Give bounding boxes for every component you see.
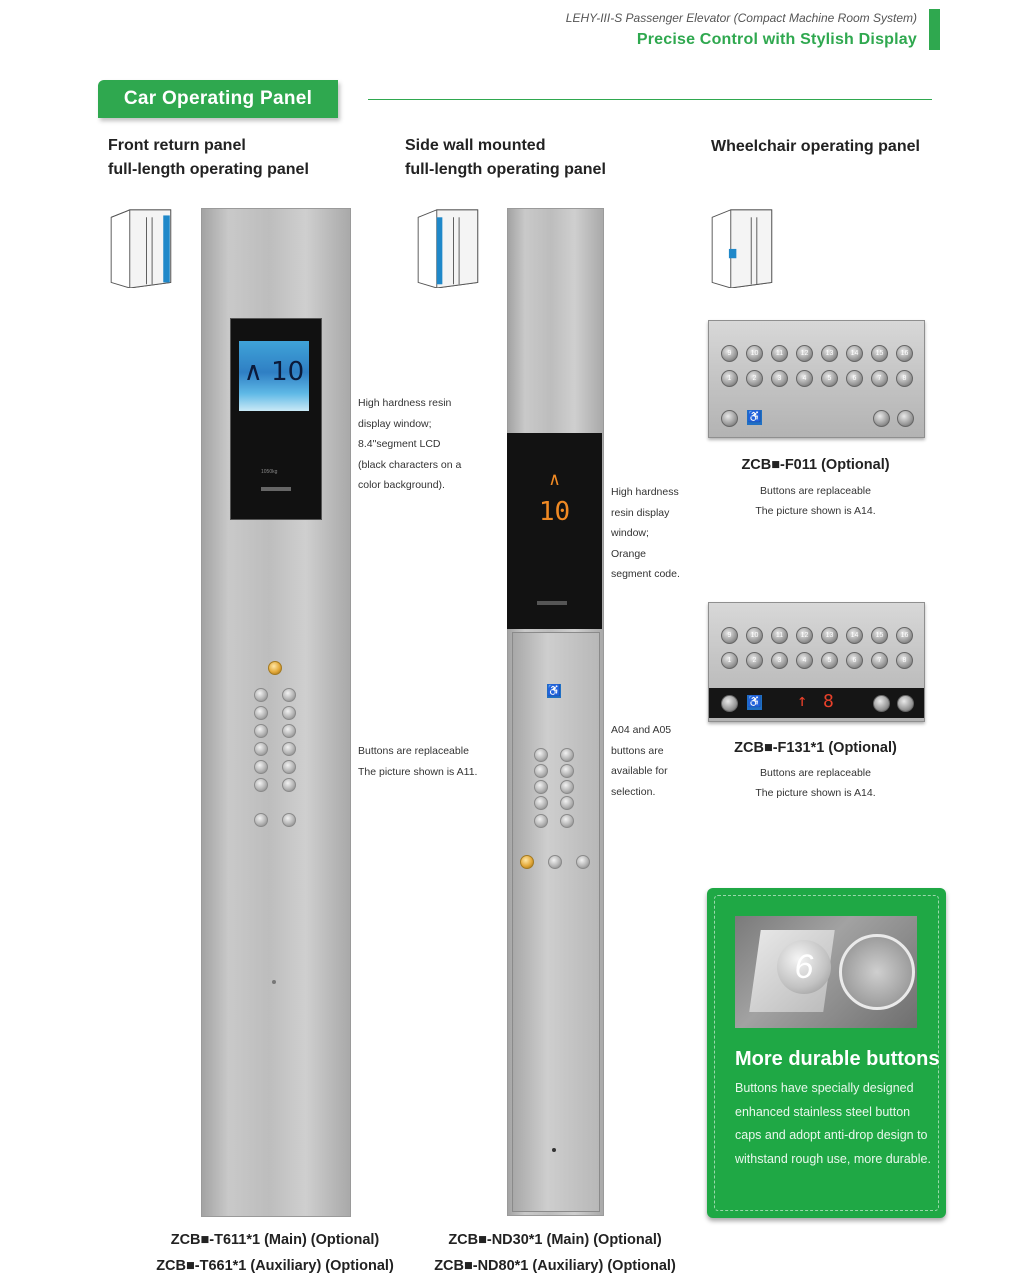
door-close-button[interactable] (897, 695, 914, 712)
floor-button[interactable]: 5 (821, 652, 838, 669)
wheelchair-title: Wheelchair operating panel (711, 138, 920, 155)
section-divider (368, 99, 932, 100)
floor-button[interactable]: 11 (771, 627, 788, 644)
floor-button[interactable] (560, 780, 574, 794)
floor-button[interactable]: 8 (896, 652, 913, 669)
floor-button[interactable] (254, 778, 268, 792)
side-buttons-note (611, 720, 671, 802)
front-alarm-button[interactable] (268, 661, 282, 675)
floor-button[interactable]: 2 (746, 370, 763, 387)
floor-button[interactable]: 6 (846, 652, 863, 669)
floor-button[interactable]: 16 (896, 627, 913, 644)
panel1-note (708, 481, 923, 521)
floor-button[interactable]: 4 (796, 370, 813, 387)
note-line: 8.4"segment LCD (358, 438, 441, 450)
floor-button[interactable] (254, 742, 268, 756)
floor-button[interactable]: 12 (796, 345, 813, 362)
floor-button[interactable]: 9 (721, 345, 738, 362)
side-display-arrow: ∧ (549, 469, 560, 490)
side-brand-mark (537, 601, 567, 605)
floor-button[interactable]: 6 (846, 370, 863, 387)
floor-button[interactable]: 16 (896, 345, 913, 362)
note-line: buttons are (611, 744, 664, 757)
floor-button[interactable]: 14 (846, 345, 863, 362)
side-alarm-button[interactable] (520, 855, 534, 869)
caption-line: ZCB■-T611*1 (Main) (Optional) (170, 1232, 380, 1248)
floor-button[interactable] (534, 748, 548, 762)
note-line: display window; (358, 417, 432, 430)
cabin-wheelchair-icon (708, 208, 774, 288)
floor-button[interactable] (282, 760, 296, 774)
floor-button[interactable]: 8 (896, 370, 913, 387)
front-rated-load: 1050kg (261, 469, 278, 475)
floor-button[interactable]: 13 (821, 345, 838, 362)
panel2-display-strip (709, 688, 924, 718)
door-close-button[interactable] (576, 855, 590, 869)
button-photo (735, 916, 917, 1028)
front-keyhole (272, 980, 276, 984)
floor-button[interactable]: 3 (771, 652, 788, 669)
note-line: High hardness (611, 486, 679, 498)
floor-button[interactable] (282, 724, 296, 738)
note-line: (black characters on a (358, 458, 462, 471)
floor-button[interactable]: 1 (721, 370, 738, 387)
header-accent-bar (929, 9, 940, 50)
note-line: segment code. (611, 568, 680, 580)
side-display-window (507, 433, 602, 629)
panel1-title: ZCB■-F011 (Optional) (741, 457, 890, 473)
side-caption (425, 1227, 685, 1279)
floor-button[interactable] (254, 760, 268, 774)
front-lcd-floor (239, 357, 309, 387)
note-line: Buttons are replaceable (760, 767, 871, 779)
floor-button[interactable]: 5 (821, 370, 838, 387)
front-buttons-note (358, 741, 477, 782)
floor-button[interactable] (534, 780, 548, 794)
floor-button[interactable] (254, 724, 268, 738)
note-line: The picture shown is A11. (358, 765, 478, 778)
caption-line: ZCB■-ND80*1 (Auxiliary) (Optional) (434, 1258, 676, 1274)
front-lcd-arrow: ∧ (243, 357, 263, 387)
floor-button[interactable] (560, 764, 574, 778)
front-caption (150, 1227, 400, 1279)
panel2-arrow: ↑ (797, 691, 808, 711)
wheelchair-panel-f011 (708, 320, 925, 438)
floor-button[interactable] (282, 688, 296, 702)
floor-button[interactable] (534, 796, 548, 810)
panel2-note (708, 763, 923, 803)
floor-button[interactable] (282, 778, 296, 792)
side-button-plate (512, 632, 600, 1212)
note-line: The picture shown is A14. (755, 505, 876, 517)
product-name: LEHY-III-S Passenger Elevator (Compact Machine Room System) (565, 11, 917, 25)
side-display-note (611, 482, 680, 585)
floor-button[interactable]: 1 (721, 652, 738, 669)
note-line: window; (611, 527, 649, 539)
front-display-note (358, 393, 461, 496)
floor-button[interactable]: 10 (746, 345, 763, 362)
floor-button[interactable]: 10 (746, 627, 763, 644)
button-detail-zoom (839, 934, 915, 1010)
side-title (405, 134, 606, 182)
cabin-side-wall-icon (414, 208, 480, 288)
floor-button[interactable] (560, 748, 574, 762)
side-display-floor: 10 (538, 497, 571, 527)
floor-button[interactable]: 15 (871, 627, 888, 644)
front-display-window (230, 318, 322, 520)
floor-button[interactable]: 11 (771, 345, 788, 362)
note-line: color background). (358, 479, 445, 491)
floor-button[interactable] (282, 706, 296, 720)
door-close-button[interactable] (897, 410, 914, 427)
floor-button[interactable]: 7 (871, 370, 888, 387)
side-floor-buttons (534, 748, 576, 828)
panel2-floor: 8 (823, 691, 834, 712)
tagline: Precise Control with Stylish Display (636, 31, 917, 48)
floor-button[interactable]: 2 (746, 652, 763, 669)
note-line: selection. (611, 785, 656, 798)
door-open-button[interactable] (873, 695, 890, 712)
floor-button[interactable]: 3 (771, 370, 788, 387)
floor-button[interactable]: 14 (846, 627, 863, 644)
note-line: A04 and A05 (611, 724, 672, 736)
note-line: Buttons are replaceable (358, 745, 469, 757)
floor-button[interactable] (254, 688, 268, 702)
front-brand-mark (261, 487, 291, 491)
wheelchair-icon: ♿ (547, 685, 561, 697)
floor-button[interactable]: 9 (721, 627, 738, 644)
section-tag: Car Operating Panel (98, 80, 338, 118)
note-line: The picture shown is A14. (755, 787, 876, 799)
feature-text: Buttons have specially designed enhanced stainless steel button caps and adopt anti-drop design to withstand rough use, more durable. (735, 1081, 931, 1166)
floor-button[interactable] (534, 764, 548, 778)
floor-button[interactable] (254, 706, 268, 720)
note-line: Buttons are replaceable (760, 485, 871, 497)
floor-button[interactable] (534, 814, 548, 828)
front-lcd-number: 10 (271, 357, 305, 387)
note-line: resin display (611, 506, 670, 519)
side-keyhole (552, 1148, 556, 1152)
button-cap-image: 6 (777, 940, 831, 994)
note-line: High hardness resin (358, 397, 452, 409)
door-open-button[interactable] (548, 855, 562, 869)
note-line: available for (611, 765, 668, 777)
floor-button[interactable]: 7 (871, 652, 888, 669)
floor-button[interactable]: 12 (796, 627, 813, 644)
caption-line: ZCB■-T661*1 (Auxiliary) (Optional) (156, 1258, 394, 1274)
note-line: Orange (611, 547, 647, 560)
floor-button[interactable] (282, 742, 296, 756)
alarm-button[interactable] (721, 695, 738, 712)
feature-box (707, 888, 946, 1218)
side-title-line1: Side wall mounted (405, 137, 546, 154)
door-open-button[interactable] (254, 813, 268, 827)
wheelchair-icon: ♿ (747, 696, 762, 708)
front-floor-buttons (254, 688, 298, 790)
cabin-front-return-icon (107, 208, 173, 288)
door-close-button[interactable] (282, 813, 296, 827)
floor-button[interactable]: 4 (796, 652, 813, 669)
front-lcd-screen (239, 341, 309, 411)
floor-button[interactable]: 15 (871, 345, 888, 362)
floor-button[interactable] (560, 814, 574, 828)
wheelchair-panel-f131 (708, 602, 925, 722)
door-open-button[interactable] (873, 410, 890, 427)
front-title (108, 134, 309, 182)
side-title-line2: full-length operating panel (405, 161, 606, 178)
floor-button[interactable]: 13 (821, 627, 838, 644)
floor-button[interactable] (560, 796, 574, 810)
alarm-button[interactable] (721, 410, 738, 427)
panel2-title: ZCB■-F131*1 (Optional) (734, 740, 897, 756)
wheelchair-icon: ♿ (747, 411, 762, 423)
front-title-line1: Front return panel (108, 137, 246, 154)
feature-title: More durable buttons (735, 1048, 940, 1070)
caption-line: ZCB■-ND30*1 (Main) (Optional) (448, 1232, 662, 1248)
front-title-line2: full-length operating panel (108, 161, 309, 178)
